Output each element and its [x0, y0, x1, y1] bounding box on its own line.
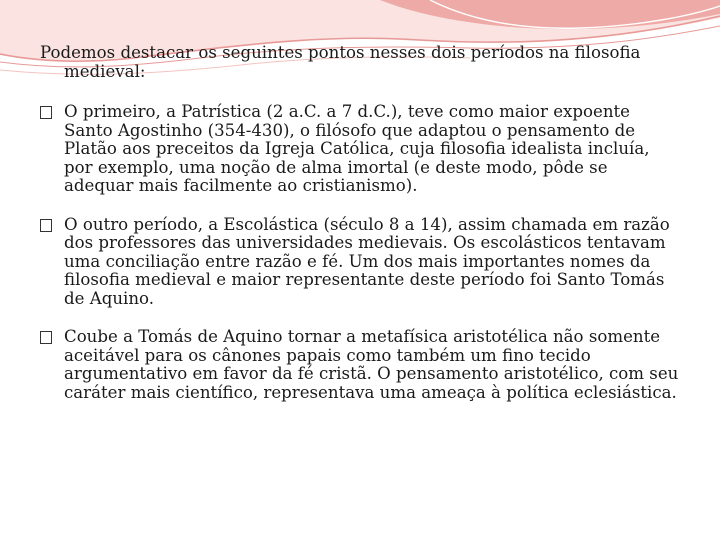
- bullet-item: [40, 103, 680, 196]
- bullet-box-icon: [40, 331, 52, 344]
- bullet-box-icon: [40, 106, 52, 119]
- bullet-text: O primeiro, a Patrística (2 a.C. a 7 d.C.), teve como maior expoente Santo Agostinho (354-430), o filósofo que adaptou o pensamento de Platão aos preceitos da Igreja Católica, cuja filosofia idealista incluía, por exemplo, uma noção de alma imortal (e deste modo, pôde se adequar mais facilmente ao cristianismo).: [64, 102, 650, 195]
- bullet-item: [40, 328, 680, 402]
- slide-body: [40, 44, 680, 422]
- bullet-box-icon: [40, 219, 52, 232]
- bullet-item: [40, 216, 680, 309]
- bullet-text: O outro período, a Escolástica (século 8 a 14), assim chamada em razão dos professores das universidades medievais. Os escolásticos tentavam uma conciliação entre razão e fé. Um dos mais importantes nomes da filosofia medieval e maior representante deste período foi Santo Tomás de Aquino.: [64, 214, 670, 308]
- bullet-text: Coube a Tomás de Aquino tornar a metafísica aristotélica não somente aceitável para os cânones papais como também um fino tecido argumentativo em favor da fé cristã. O pensamento aristotélico, com seu caráter mais científico, representava uma ameaça à política eclesiástica.: [64, 327, 679, 402]
- intro-text: Podemos destacar os seguintes pontos nesses dois períodos na filosofia medieval:: [40, 43, 641, 81]
